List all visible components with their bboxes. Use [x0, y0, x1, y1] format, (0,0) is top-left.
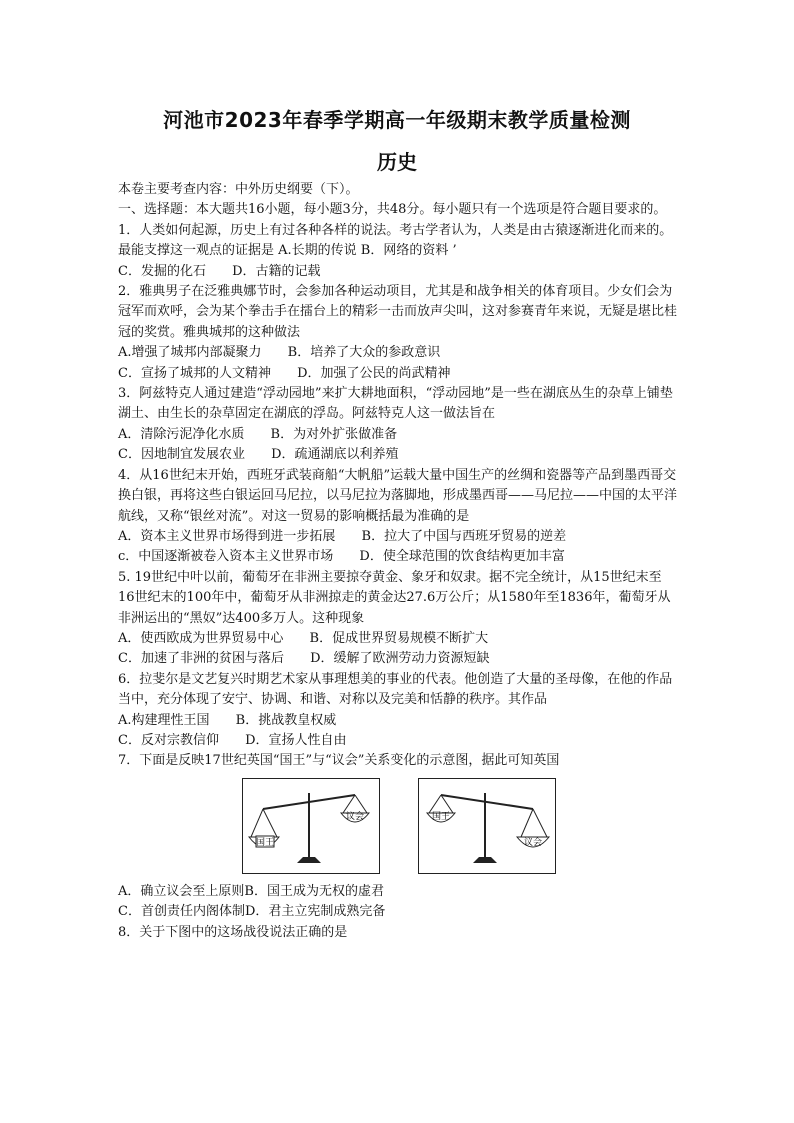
scale-diagram-left	[242, 778, 380, 874]
option-c: C．加速了非洲的贫困与落后	[118, 651, 284, 667]
section-instructions: 一、选择题：本大题共16小题，每小题3分，共48分。每小题只有一个选项是符合题目要求的。	[118, 202, 667, 218]
question-7-options-row1	[118, 882, 678, 902]
option-c: c．中国逐渐被卷入资本主义世界市场	[118, 549, 334, 565]
question-3-options-row2	[118, 445, 678, 465]
option-a: A．资本主义世界市场得到进一步拓展	[118, 528, 336, 544]
question-6-options-row2	[118, 731, 678, 751]
option-d: D．君主立宪制成熟完备	[244, 904, 386, 920]
option-b: B．为对外扩张做准备	[270, 426, 398, 442]
scale-left-heavy-label: 国王	[255, 837, 275, 848]
question-4-stem: 4．从16世纪末开始，西班牙武装商船“大帆船”运载大量中国生产的丝绸和瓷器等产品到墨西哥交换白银，再将这些白银运回马尼拉，以马尼拉为落脚地，形成墨西哥——马尼拉——中国的太平洋航线，又称“银丝对流”。对这一贸易的影响概括最为准确的是	[118, 467, 678, 524]
balance-scale-icon	[419, 779, 555, 873]
scale-left-light-label: 议会	[345, 811, 365, 822]
option-d: D．使全球范围的饮食结构更加丰富	[359, 549, 565, 565]
question-8-stem: 8．关于下图中的这场战役说法正确的是	[118, 924, 348, 940]
question-7-options-row2	[118, 902, 678, 922]
option-d: D．疏通湖底以利养殖	[271, 447, 399, 463]
question-3-options-row1	[118, 425, 678, 445]
option-d: D．古籍的记载	[232, 263, 321, 279]
option-a: A．确立议会至上原则	[118, 883, 245, 899]
option-b: B．拉大了中国与西班牙贸易的逆差	[361, 528, 567, 544]
option-a: A.增强了城邦内部凝聚力	[118, 345, 262, 361]
question-5-options-row1	[118, 629, 678, 649]
question-3-stem: 3．阿兹特克人通过建造“浮动园地”来扩大耕地面积，“浮动园地”是一些在湖底丛生的杂草上铺垫湖土、由生长的杂草固定在湖底的浮岛。阿兹特克人这一做法旨在	[118, 386, 673, 422]
option-d: D．加强了公民的尚武精神	[297, 365, 451, 381]
option-b: B．挑战教皇权威	[235, 712, 337, 728]
scale-right-heavy-label: 议会	[523, 837, 543, 848]
question-2-options-row1	[118, 343, 678, 363]
question-1-options	[118, 262, 678, 282]
option-c: C．宣扬了城邦的人文精神	[118, 365, 271, 381]
option-c: C．发掘的化石	[118, 263, 206, 279]
option-b: B．培养了大众的参政意识	[287, 345, 441, 361]
question-1-stem: 1．人类如何起源，历史上有过各种各样的说法。考古学者认为，人类是由古猿逐渐进化而来的。最能支撑这一观点的证据是 A.长期的传说 B．网络的资料 ’	[118, 222, 673, 259]
exam-scope: 本卷主要考查内容：中外历史纲要（下）。	[118, 182, 359, 197]
option-a: A．使西欧成为世界贸易中心	[118, 630, 284, 646]
option-c: C．首创责任内阁体制	[118, 904, 245, 920]
question-2-stem: 2．雅典男子在泛雅典娜节时，会参加各种运动项目，尤其是和战争相关的体育项目。少女们会为冠军而欢呼，会为某个拳击手在擂台上的精彩一击而放声尖叫，这对参赛青年来说，无疑是堪比桂冠的奖赏。雅典城邦的这种做法	[118, 284, 678, 340]
exam-title: 河池市2023年春季学期高一年级期末教学质量检测	[163, 108, 631, 132]
question-7-stem: 7．下面是反映17世纪英国“国王”与“议会”关系变化的示意图，据此可知英国	[118, 753, 560, 769]
question-6-options-row1	[118, 711, 678, 731]
question-2-options-row2	[118, 364, 678, 384]
option-d: D．宣扬人性自由	[245, 732, 347, 748]
option-c: C．反对宗教信仰	[118, 732, 219, 748]
question-4-options-row2	[118, 547, 678, 567]
question-5-stem: 5. 19世纪中叶以前，葡萄牙在非洲主要掠夺黄金、象牙和奴隶。据不完全统计，从15世纪末至16世纪末的100年中，葡萄牙从非洲掠走的黄金达27.6万公斤；从1580年至1836年，葡萄牙从非洲运出的“黑奴”达400多万人。这种现象	[118, 569, 671, 626]
option-b: B．国王成为无权的虚君	[244, 883, 384, 899]
king-parliament-scales-figure	[118, 778, 678, 878]
option-a: A.构建理性王国	[118, 712, 210, 728]
question-6-stem: 6．拉斐尔是文艺复兴时期艺术家从事理想美的事业的代表。他创造了大量的圣母像，在他的作品当中，充分体现了安宁、协调、和谐、对称以及完美和恬静的秩序。其作品	[118, 671, 673, 708]
option-b: B．促成世界贸易规模不断扩大	[309, 630, 489, 646]
exam-body	[118, 180, 678, 943]
option-a: A．清除污泥净化水质	[118, 426, 245, 442]
option-d: D．缓解了欧洲劳动力资源短缺	[310, 651, 490, 667]
question-5-options-row2	[118, 649, 678, 669]
option-c: C．因地制宜发展农业	[118, 447, 245, 463]
balance-scale-icon	[243, 779, 379, 873]
scale-diagram-right	[418, 778, 556, 874]
scale-right-light-label: 国王	[431, 811, 451, 822]
subject-title: 历史	[377, 150, 417, 174]
question-4-options-row1	[118, 527, 678, 547]
